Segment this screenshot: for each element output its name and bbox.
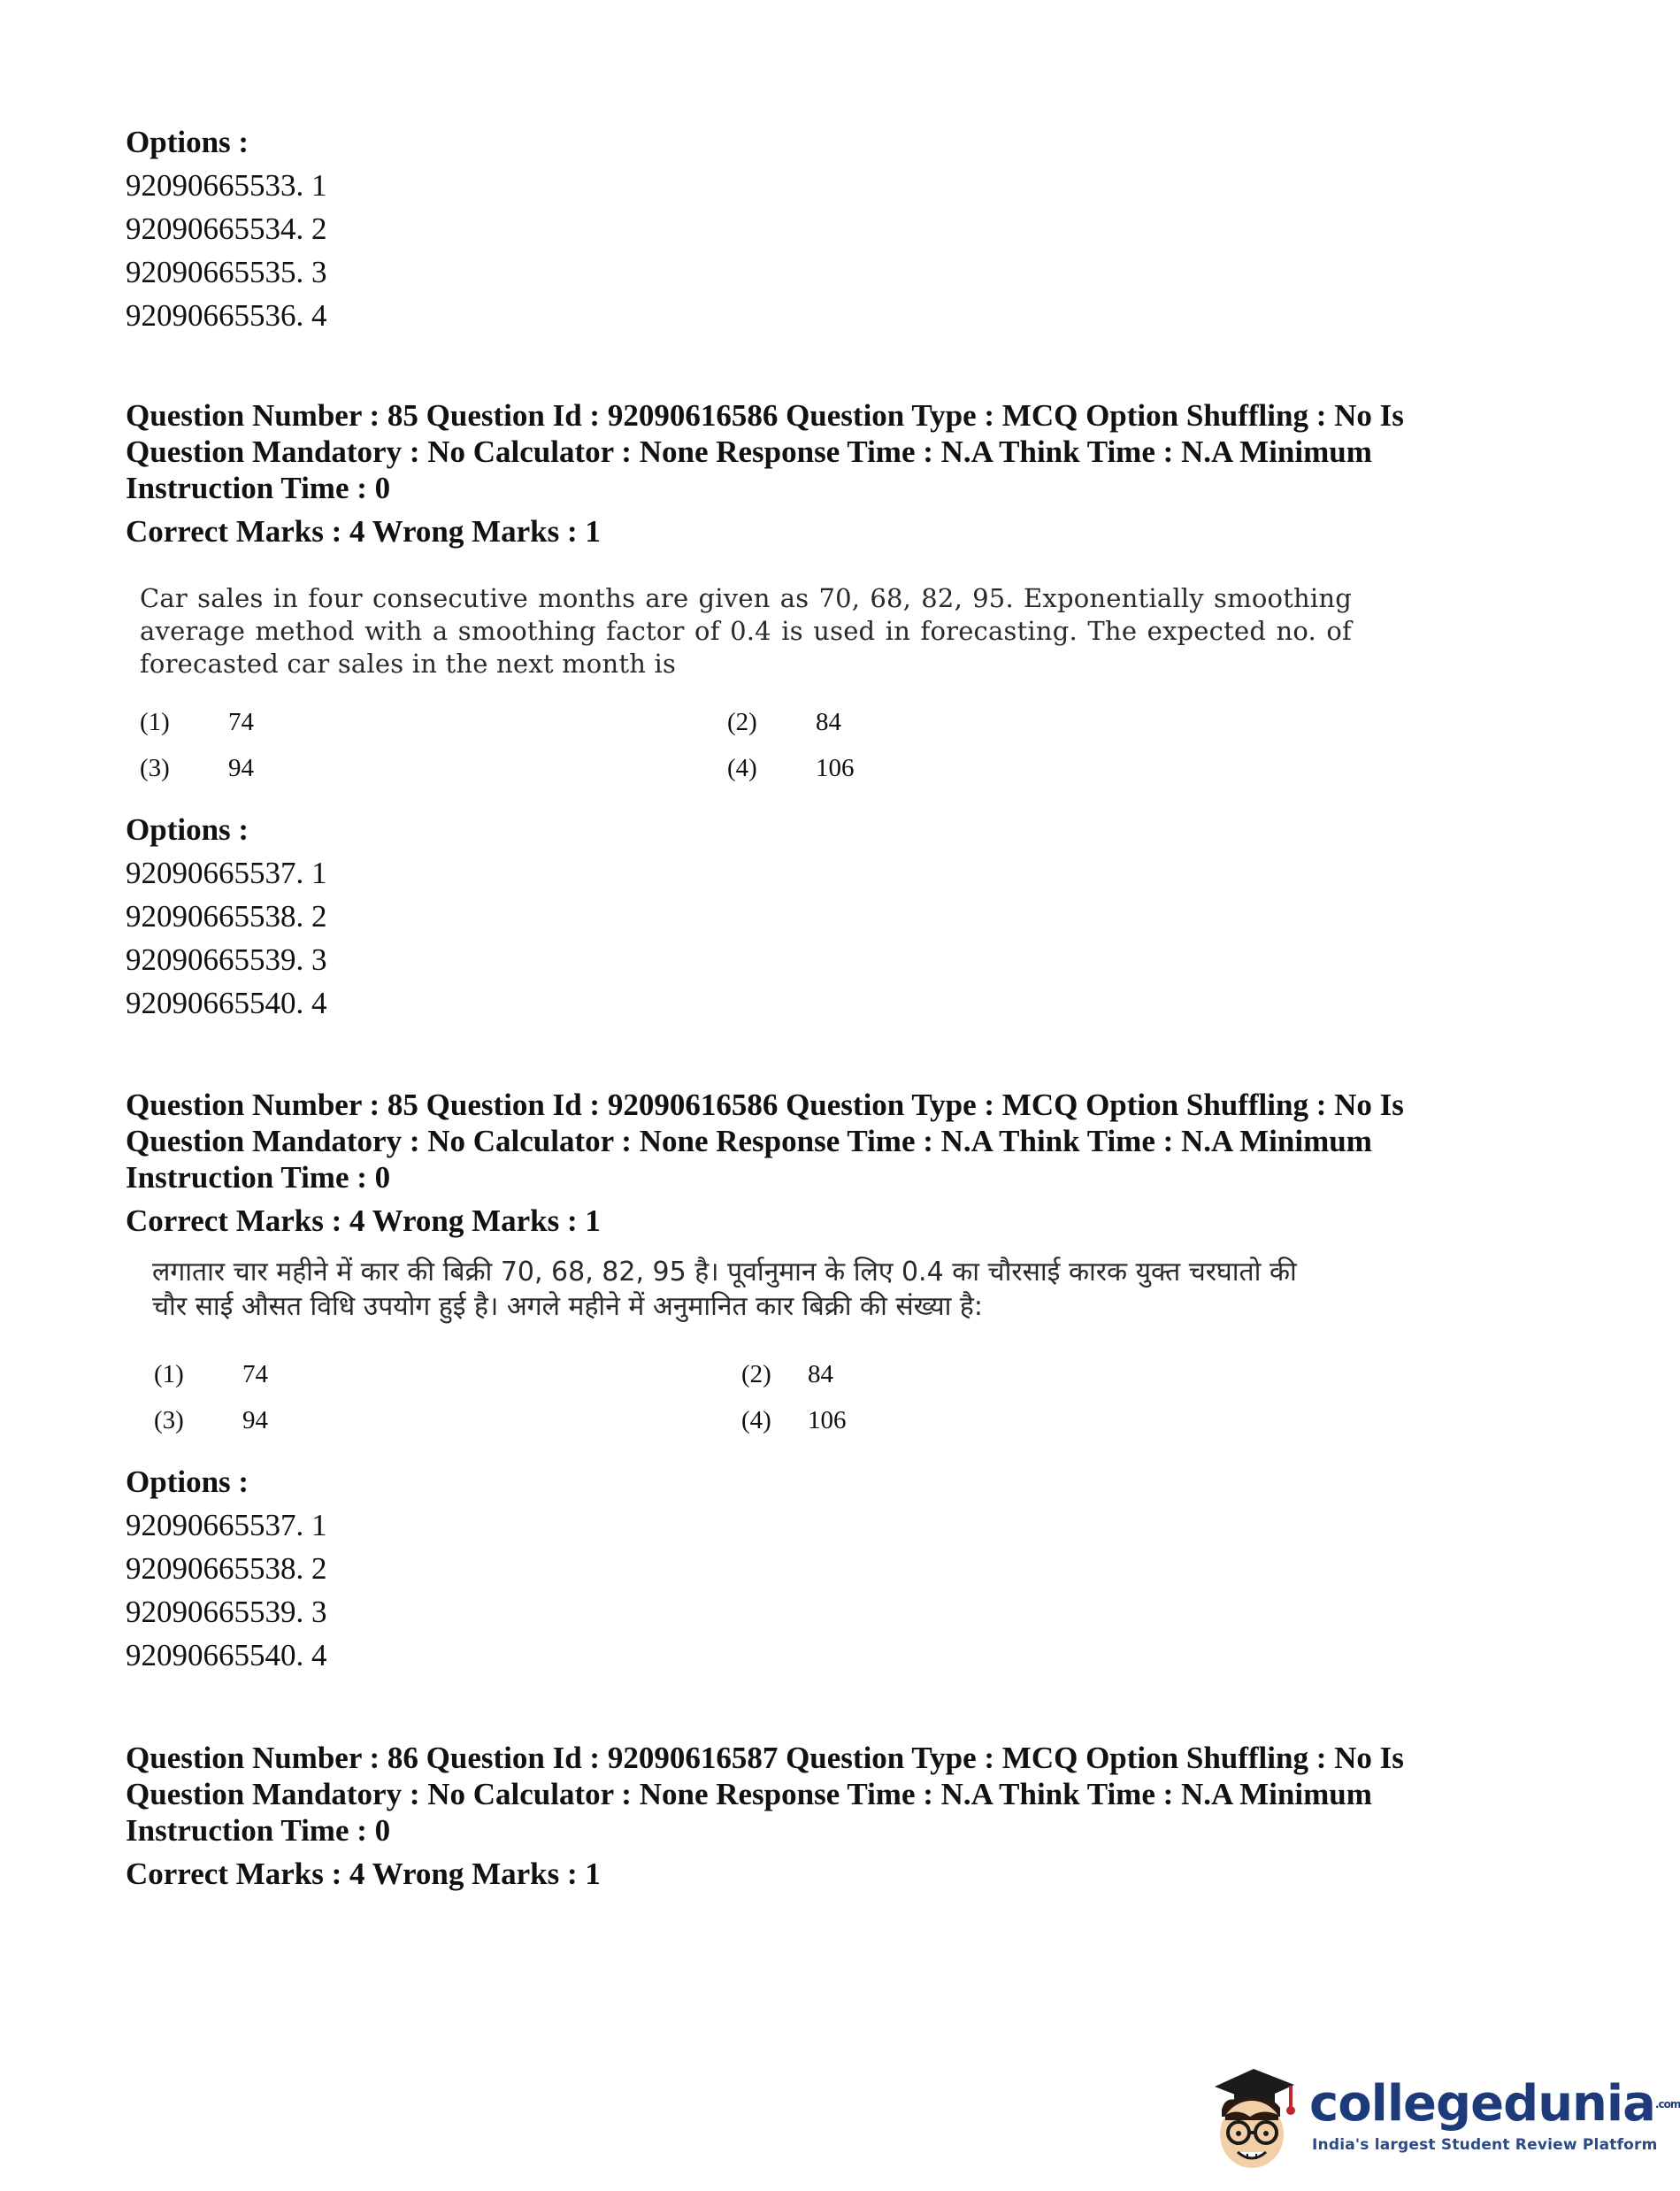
choice-number: (1) <box>154 1360 184 1388</box>
question-line: चौर साई औसत विधि उपयोग हुई है। अगले महीने में अनुमानित कार बिक्री की संख्या है: <box>152 1291 983 1322</box>
option-item: 92090665539. 3 <box>126 1595 327 1629</box>
choice-number: (3) <box>140 754 170 782</box>
choice-value: 94 <box>228 754 254 782</box>
top-options-block <box>126 120 1506 337</box>
choice-item <box>140 706 254 738</box>
question-meta-line: Question Number : 85 Question Id : 92090616586 Question Type : MCQ Option Shuffling : No Is <box>126 1088 1404 1122</box>
option-item: 92090665540. 4 <box>126 986 327 1020</box>
choice-number: (4) <box>741 1406 771 1434</box>
choice-number: (1) <box>140 708 170 736</box>
question-marks: Correct Marks : 4 Wrong Marks : 1 <box>126 514 601 549</box>
question-marks: Correct Marks : 4 Wrong Marks : 1 <box>126 1203 601 1238</box>
q85-en-options <box>126 808 1506 1025</box>
choice-value: 94 <box>242 1406 268 1434</box>
question-meta-line: Question Mandatory : No Calculator : None Response Time : N.A Think Time : N.A Minimum <box>126 1777 1372 1811</box>
options-heading: Options : <box>126 812 249 847</box>
choice-number: (2) <box>727 708 757 736</box>
choice-value: 74 <box>228 708 254 736</box>
question-meta-line: Instruction Time : 0 <box>126 471 391 505</box>
choice-item <box>154 1404 268 1436</box>
choice-value: 84 <box>816 708 841 736</box>
choice-value: 106 <box>808 1406 847 1434</box>
choice-item <box>154 1358 268 1390</box>
choice-number: (2) <box>741 1360 771 1388</box>
question-meta-line: Instruction Time : 0 <box>126 1813 391 1848</box>
choice-number: (3) <box>154 1406 184 1434</box>
question-text-hi <box>152 1255 1391 1324</box>
choice-value: 84 <box>808 1360 833 1388</box>
q85-hi-options <box>126 1460 1506 1677</box>
choice-item <box>741 1358 833 1390</box>
q85-hi-header <box>126 1087 1506 1239</box>
logo-suffix: .com <box>1654 2098 1680 2110</box>
option-item: 92090665537. 1 <box>126 1508 327 1542</box>
mascot-icon <box>1199 2062 1305 2177</box>
logo-wordmark <box>1309 2075 1680 2133</box>
options-heading: Options : <box>126 125 249 159</box>
q86-header <box>126 1740 1506 1892</box>
option-item: 92090665538. 2 <box>126 899 327 934</box>
question-meta-line: Question Mandatory : No Calculator : None Response Time : N.A Think Time : N.A Minimum <box>126 1124 1372 1158</box>
option-item: 92090665536. 4 <box>126 298 327 333</box>
question-meta-line: Question Number : 86 Question Id : 92090616587 Question Type : MCQ Option Shuffling : No Is <box>126 1741 1404 1775</box>
option-item: 92090665539. 3 <box>126 942 327 977</box>
option-item: 92090665537. 1 <box>126 856 327 890</box>
question-marks: Correct Marks : 4 Wrong Marks : 1 <box>126 1857 601 1891</box>
option-item: 92090665538. 2 <box>126 1551 327 1586</box>
choice-value: 74 <box>242 1360 268 1388</box>
choice-number: (4) <box>727 754 757 782</box>
option-item: 92090665534. 2 <box>126 211 327 246</box>
option-item: 92090665540. 4 <box>126 1638 327 1672</box>
question-meta-line: Instruction Time : 0 <box>126 1160 391 1195</box>
choice-item <box>741 1404 847 1436</box>
options-heading: Options : <box>126 1465 249 1499</box>
question-meta-line: Question Mandatory : No Calculator : None Response Time : N.A Think Time : N.A Minimum <box>126 434 1372 469</box>
collegedunia-logo[interactable] <box>1199 2062 1680 2177</box>
option-item: 92090665535. 3 <box>126 255 327 289</box>
logo-name: collegedunia <box>1309 2075 1655 2133</box>
choice-value: 106 <box>816 754 855 782</box>
choice-item <box>140 752 254 784</box>
question-meta-line: Question Number : 85 Question Id : 92090616586 Question Type : MCQ Option Shuffling : No Is <box>126 398 1404 433</box>
question-line: लगातार चार महीने में कार की बिक्री 70, 68, 82, 95 है। पूर्वानुमान के लिए 0.4 का चौरसाई कारक युक्त चरघातो की <box>152 1257 1297 1288</box>
choice-item <box>727 706 841 738</box>
question-text-en: Car sales in four consecutive months are given as 70, 68, 82, 95. Exponentially smoothing average method with a smoothing factor of 0.4 is used in forecasting. The expected no. of forecasted car sales in the next month is <box>140 583 1352 679</box>
choice-item <box>727 752 855 784</box>
logo-tagline: India's largest Student Review Platform <box>1312 2136 1658 2154</box>
q85-en-header <box>126 397 1506 550</box>
option-item: 92090665533. 1 <box>126 168 327 203</box>
